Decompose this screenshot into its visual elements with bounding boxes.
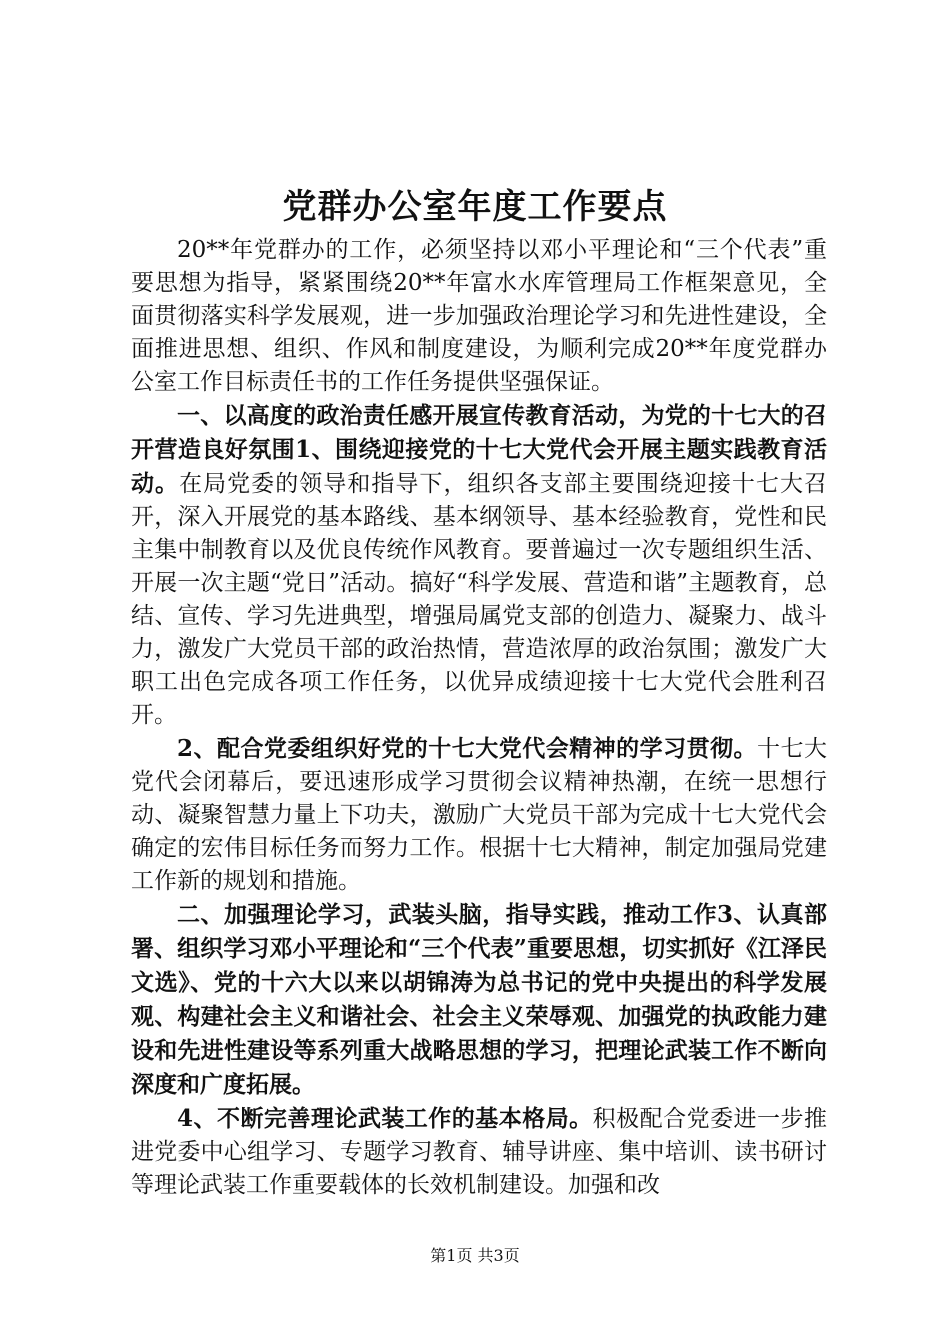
- intro-paragraph: 20**年党群办的工作，必须坚持以邓小平理论和“三个代表”重要思想为指导，紧紧围绕20**年富水水库管理局工作框架意见，全面贯彻落实科学发展观，进一步加强政治理论学习和先进性建设，全面推进思想、组织、作风和制度建设，为顺利完成20**年度党群办公室工作目标责任书的工作任务提供坚强保证。: [131, 237, 827, 395]
- item-2-heading: 2、配合党委组织好党的十七大党代会精神的学习贯彻。: [177, 735, 758, 762]
- document-title: 党群办公室年度工作要点: [282, 187, 668, 227]
- item-4-text: 积极配合党委进一步推进党委中心组学习、专题学习教育、辅导讲座、集中培训、读书研讨等理论武装工作重要载体的长效机制建设。加强和改: [131, 1106, 828, 1198]
- section-1-text: 在局党委的领导和指导下，组织各支部主要围绕迎接十七大召开，深入开展党的基本路线、基本纲领导、基本经验教育，党性和民主集中制教育以及优良传统作风教育。要普遍过一次专题组织生活、开展一次主题“党日”活动。搞好“科学发展、营造和谐”主题教育，总结、宣传、学习先进典型，增强局属党支部的创造力、凝聚力、战斗力，激发广大党员干部的政治热情，营造浓厚的政治氛围；激发广大职工出色完成各项工作任务，以优异成绩迎接十七大党代会胜利召开。: [131, 471, 828, 728]
- item-2-paragraph: [131, 732, 827, 898]
- section-1-paragraph: [131, 399, 827, 732]
- page-footer: 第1页 共3页: [430, 1246, 520, 1265]
- section-2-heading: 二、加强理论学习，武装头脑，指导实践，推动工作3、认真部署、组织学习邓小平理论和“三个代表”重要思想，切实抓好《江泽民文选》、党的十六大以来以胡锦涛为总书记的党中央提出的科学发展观、构建社会主义和谐社会、社会主义荣辱观、加强党的执政能力建设和先进性建设等系列重大战略思想的学习，把理论武装工作不断向深度和广度拓展。: [131, 901, 827, 1098]
- item-4-paragraph: [131, 1102, 827, 1202]
- item-4-heading: 4、不断完善理论武装工作的基本格局。: [177, 1105, 593, 1132]
- section-2-paragraph: [131, 898, 827, 1102]
- document-body: [131, 234, 827, 1202]
- item-2-text: 十七大党代会闭幕后，要迅速形成学习贯彻会议精神热潮，在统一思想行动、凝聚智慧力量上下功夫，激励广大党员干部为完成十七大党代会确定的宏伟目标任务而努力工作。根据十七大精神，制定加强局党建工作新的规划和措施。: [131, 736, 827, 894]
- section-1-heading: 一、以高度的政治责任感开展宣传教育活动，为党的十七大的召开营造良好氛围1、围绕迎接党的十七大党代会开展主题实践教育活动。: [131, 402, 827, 497]
